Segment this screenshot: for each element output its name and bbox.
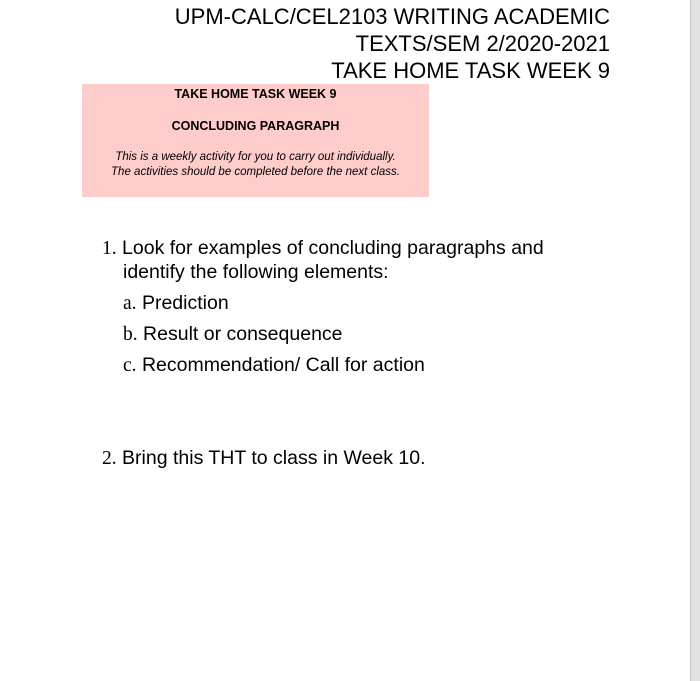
- subitem-a-text: Prediction: [141, 292, 229, 314]
- header-line-2: TEXTS/SEM 2/2020-2021: [355, 31, 610, 56]
- subitem-b-text: Result or consequence: [143, 323, 343, 345]
- task-box-note: [82, 150, 429, 180]
- page-edge-divider: [690, 0, 700, 681]
- subitem-c-text: Recommendation/ Call for action: [141, 354, 425, 376]
- header-line-3: TAKE HOME TASK WEEK 9: [331, 58, 610, 83]
- task-item-1: [102, 236, 544, 261]
- task-box-subtitle: CONCLUDING PARAGRAPH: [171, 119, 340, 133]
- subitem-a-letter: a.: [123, 293, 137, 314]
- task-2-text: Bring this THT to class in Week 10.: [122, 447, 426, 469]
- task-info-box: [82, 84, 429, 197]
- header-line-1: UPM-CALC/CEL2103 WRITING ACADEMIC: [174, 4, 610, 29]
- subitem-a: [123, 291, 229, 316]
- task-item-2: [102, 446, 426, 471]
- document-header: [175, 3, 610, 84]
- subitem-b: [123, 322, 343, 347]
- subitem-c: [123, 353, 425, 378]
- task-box-title: TAKE HOME TASK WEEK 9: [174, 87, 337, 101]
- subitem-b-letter: b.: [123, 324, 138, 345]
- task-2-number: 2.: [102, 448, 117, 469]
- task-box-note-line-1: This is a weekly activity for you to carry out individually.: [115, 151, 396, 163]
- task-box-note-line-2: The activities should be completed before the next class.: [111, 166, 400, 178]
- subitem-c-letter: c.: [123, 355, 137, 376]
- task-1-number: 1.: [102, 238, 117, 259]
- task-1-text-line-2: identify the following elements:: [123, 261, 389, 283]
- task-1-text-line-1: Look for examples of concluding paragraphs and: [122, 237, 544, 259]
